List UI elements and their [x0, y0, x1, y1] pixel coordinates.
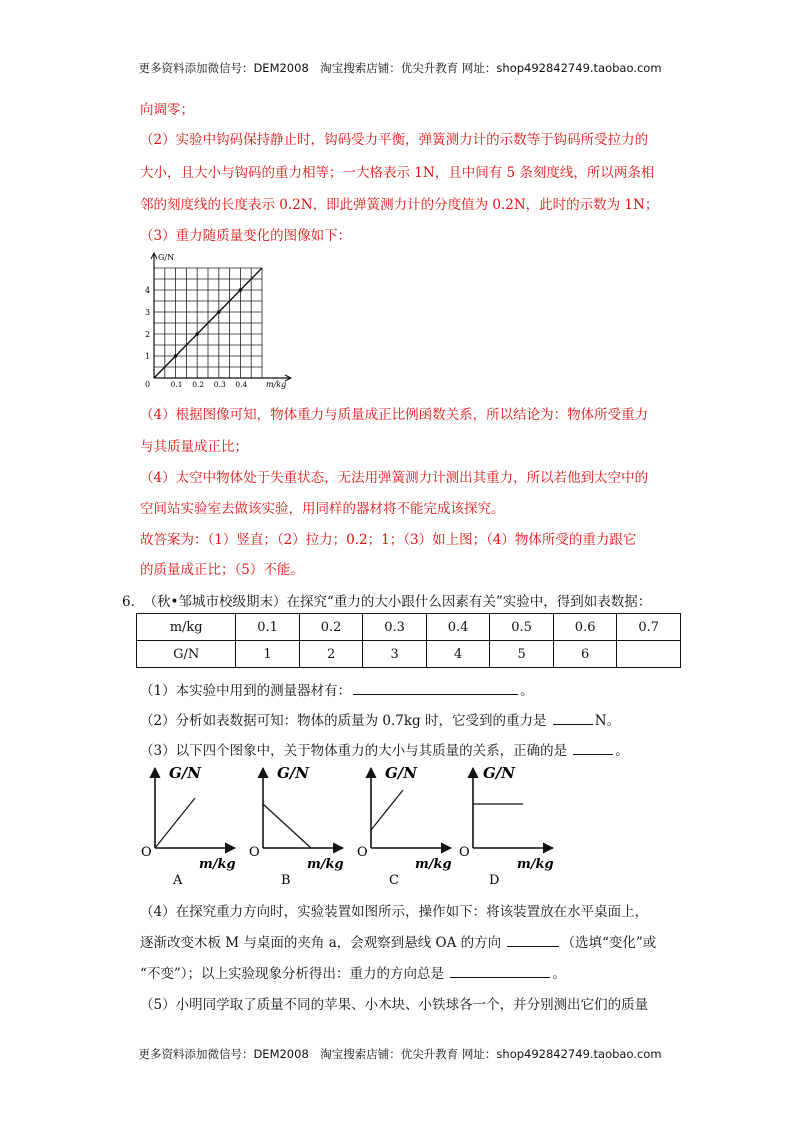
- y-tick-label: 1: [145, 352, 151, 361]
- table-cell: 0.3: [363, 614, 427, 641]
- question-6-part-5: （5）小明同学取了质量不同的苹果、小木块、小铁球各一个，并分别测出它们的质量: [140, 997, 649, 1013]
- x-axis-label: m/kg: [266, 380, 287, 389]
- graph-origin: O: [141, 845, 152, 860]
- question-6-part-4-line-2: [140, 931, 656, 951]
- table-row-mass: [137, 614, 681, 641]
- table-cell-empty: [617, 641, 681, 668]
- answer-summary-line-2: 的质量成正比；（5）不能。: [140, 562, 304, 578]
- part-2-end: N。: [594, 713, 621, 729]
- solution-line-6: （4）根据图像可知，物体重力与质量成正比例函数关系，所以结论为：物体所受重力: [140, 407, 649, 423]
- table-cell: 0.5: [490, 614, 554, 641]
- gravity-mass-chart: [140, 250, 300, 395]
- table-cell: G/N: [137, 641, 236, 668]
- table-cell: 4: [426, 641, 490, 668]
- solution-line-5: （3）重力随质量变化的图像如下：: [140, 228, 352, 244]
- question-number: 6.: [122, 594, 135, 610]
- solution-line-9: 空间站实验室去做该实验，用同样的器材将不能完成该探究。: [140, 501, 505, 517]
- graph-ylabel: G/N: [277, 764, 309, 782]
- table-cell: 0.7: [617, 614, 681, 641]
- part-3-text: （3）以下四个图象中，关于物体重力的大小与其质量的关系，正确的是: [140, 743, 568, 759]
- question-6-part-2: [140, 709, 620, 729]
- graph-ylabel: G/N: [169, 764, 201, 782]
- part-1-text: （1）本实验中用到的测量器材有：: [140, 683, 352, 699]
- graph-option-a: [141, 764, 236, 888]
- question-6-part-1: [140, 679, 534, 699]
- page-footer: 更多资料添加微信号：DEM2008 淘宝搜索店铺：优尖升教育 网址：shop492842749.taobao.com: [138, 1047, 662, 1061]
- table-cell: 6: [553, 641, 617, 668]
- data-point: [217, 310, 221, 314]
- table-cell: 0.4: [426, 614, 490, 641]
- table-cell: 2: [299, 641, 363, 668]
- table-cell: 1: [236, 641, 300, 668]
- solution-line-8: （4）太空中物体处于失重状态，无法用弹簧测力计测出其重力，所以若他到太空中的: [140, 470, 649, 486]
- table-cell: 0.1: [236, 614, 300, 641]
- x-tick-label: 0.2: [192, 380, 205, 389]
- graph-xlabel: m/kg: [307, 857, 344, 872]
- part-1-end: 。: [520, 683, 534, 699]
- table-cell: 5: [490, 641, 554, 668]
- part-4-end: 。: [552, 966, 566, 982]
- part-3-end: 。: [615, 743, 629, 759]
- graph-origin: O: [249, 845, 260, 860]
- mass-gravity-table: [136, 613, 681, 668]
- x-tick-label: 0.3: [213, 380, 226, 389]
- graph-option-c: [357, 764, 452, 888]
- graph-option-b: [249, 764, 344, 888]
- page-header: 更多资料添加微信号：DEM2008 淘宝搜索店铺：优尖升教育 网址：shop492842749.taobao.com: [138, 61, 662, 75]
- answer-blank-2[interactable]: [553, 712, 593, 725]
- answer-blank-3[interactable]: [573, 742, 613, 755]
- option-graphs: [135, 760, 565, 890]
- part-4-text: 逐渐改变木板 M 与桌面的夹角 a，会观察到悬线 OA 的方向: [140, 935, 502, 951]
- option-label-d: D: [489, 873, 500, 888]
- solution-line-3: 大小，且大小与钩码的重力相等；一大格表示 1N，且中间有 5 条刻度线，所以两条相: [140, 165, 655, 181]
- data-point: [239, 288, 243, 292]
- graph-xlabel: m/kg: [517, 857, 554, 872]
- question-6-part-3: [140, 739, 629, 759]
- graph-option-d: [459, 764, 554, 888]
- y-axis-label: G/N: [158, 253, 175, 262]
- graph-xlabel: m/kg: [199, 857, 236, 872]
- solution-line-1: 向调零；: [140, 102, 194, 118]
- part-4-choice: （选填“变化”或: [561, 935, 657, 951]
- option-label-c: C: [389, 873, 399, 888]
- origin-label: 0: [145, 380, 151, 389]
- solution-line-4: 邻的刻度线的长度表示 0.2N，即此弹簧测力计的分度值为 0.2N，此时的示数为 1N；: [140, 197, 659, 213]
- answer-summary-line-1: 故答案为：（1）竖直；（2）拉力；0.2；1；（3）如上图；（4）物体所受的重力跟它: [140, 532, 637, 548]
- graph-ylabel: G/N: [483, 764, 515, 782]
- y-tick-label: 4: [145, 286, 151, 295]
- data-point: [174, 354, 178, 358]
- graph-origin: O: [459, 845, 470, 860]
- table-cell: m/kg: [137, 614, 236, 641]
- question-stem-text: （秋•邹城市校级期末）在探究“重力的大小跟什么因素有关”实验中，得到如表数据：: [143, 594, 652, 610]
- table-cell: 0.2: [299, 614, 363, 641]
- graph-xlabel: m/kg: [415, 857, 452, 872]
- question-6-part-4-line-1: （4）在探究重力方向时，实验装置如图所示，操作如下：将该装置放在水平桌面上，: [140, 904, 649, 920]
- solution-line-2: （2）实验中钩码保持静止时，钩码受力平衡，弹簧测力计的示数等于钩码所受拉力的: [140, 132, 649, 148]
- graph-ylabel: G/N: [385, 764, 417, 782]
- data-point: [195, 332, 199, 336]
- table-cell: 3: [363, 641, 427, 668]
- part-2-text: （2）分析如表数据可知：物体的质量为 0.7kg 时，它受到的重力是: [140, 713, 547, 729]
- question-6-stem: [122, 590, 651, 610]
- question-6-part-4-line-3: [140, 962, 566, 982]
- solution-line-7: 与其质量成正比；: [140, 439, 248, 455]
- part-4-conclusion: “不变”）；以上实验现象分析得出：重力的方向总是: [140, 966, 445, 982]
- option-label-a: A: [173, 873, 183, 888]
- answer-blank-1[interactable]: [353, 682, 518, 695]
- x-tick-label: 0.1: [170, 380, 183, 389]
- option-label-b: B: [281, 873, 291, 888]
- table-cell: 0.6: [553, 614, 617, 641]
- answer-blank-4[interactable]: [507, 934, 559, 947]
- x-tick-label: 0.4: [235, 380, 248, 389]
- table-row-gravity: [137, 641, 681, 668]
- answer-blank-5[interactable]: [450, 965, 550, 978]
- graph-origin: O: [357, 845, 368, 860]
- y-tick-label: 2: [145, 330, 151, 339]
- y-tick-label: 3: [145, 308, 151, 317]
